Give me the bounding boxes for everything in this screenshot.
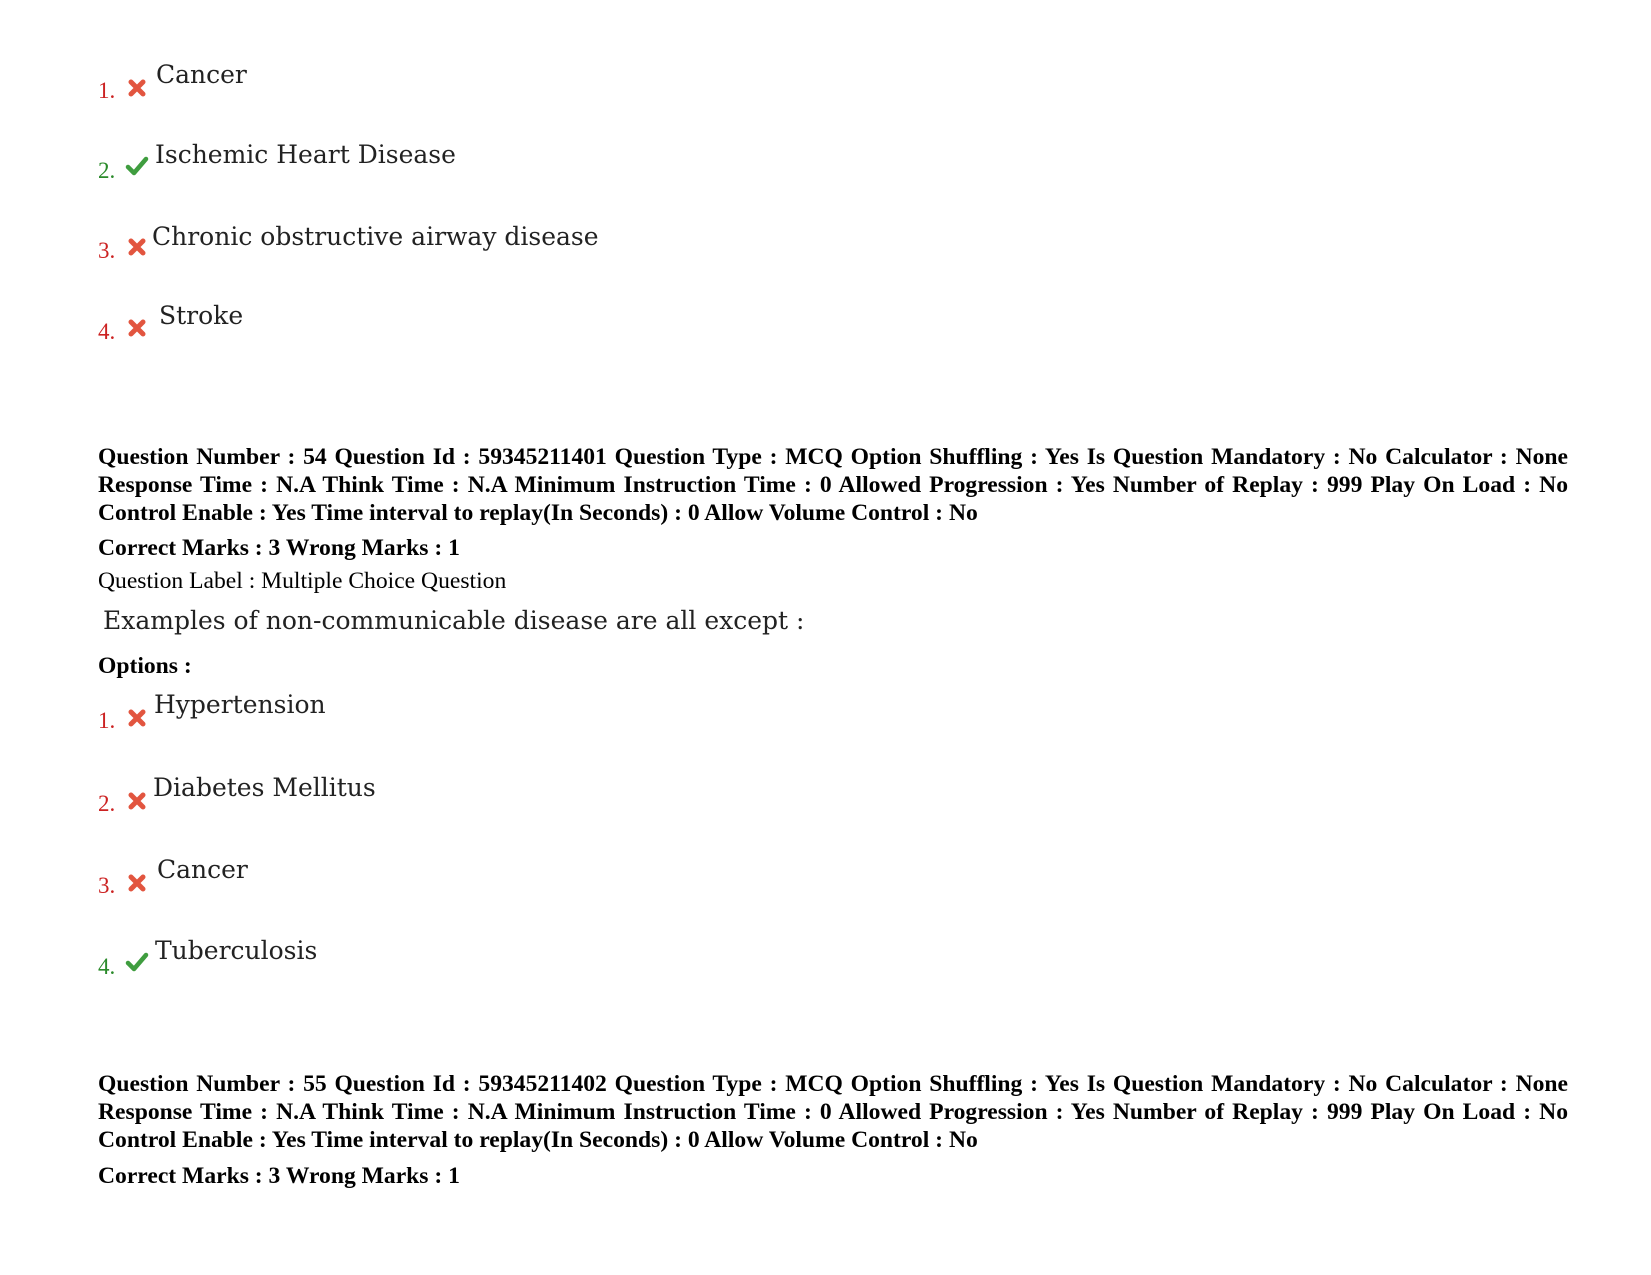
option-number: 1. [98,708,116,733]
options-heading: Options : [98,653,192,679]
cross-icon [125,706,149,730]
cross-icon [125,76,149,100]
cross-icon [125,789,149,813]
option-text: Hypertension [154,690,326,719]
option-number: 2. [98,791,116,816]
option-number: 4. [98,319,116,344]
option-text: Chronic obstructive airway disease [152,222,599,251]
option-text: Diabetes Mellitus [153,773,376,802]
question-marks: Correct Marks : 3 Wrong Marks : 1 [98,535,460,561]
check-icon [125,950,149,974]
cross-icon [125,316,149,340]
option-text: Stroke [159,301,244,330]
option-number: 2. [98,158,116,183]
cross-icon [125,235,149,259]
question-meta: Question Number : 54 Question Id : 59345211401 Question Type : MCQ Option Shuffling : Yes Is Question Mandatory : No Calculator : None Response Time : N.A Think Time : N.A Minimum Instruction Time : 0 Allowed Progression : Yes Number of Replay : 999 Play On Load : No Control Enable : Yes Time interval to replay(In Seconds) : 0 Allow Volume Control : No [98,444,1568,526]
option-text: Cancer [156,60,247,89]
question-meta: Question Number : 55 Question Id : 59345211402 Question Type : MCQ Option Shuffling : Yes Is Question Mandatory : No Calculator : None Response Time : N.A Think Time : N.A Minimum Instruction Time : 0 Allowed Progression : Yes Number of Replay : 999 Play On Load : No Control Enable : Yes Time interval to replay(In Seconds) : 0 Allow Volume Control : No [98,1071,1568,1153]
question-label: Question Label : Multiple Choice Question [98,568,507,594]
question-marks: Correct Marks : 3 Wrong Marks : 1 [98,1163,460,1189]
option-text: Ischemic Heart Disease [155,140,456,169]
option-number: 4. [98,954,116,979]
cross-icon [125,871,149,895]
option-number: 3. [98,873,116,898]
option-number: 3. [98,238,116,263]
option-text: Tuberculosis [155,936,318,965]
question-text: Examples of non-communicable disease are all except : [103,606,805,635]
check-icon [125,154,149,178]
option-text: Cancer [157,855,248,884]
option-number: 1. [98,78,116,103]
